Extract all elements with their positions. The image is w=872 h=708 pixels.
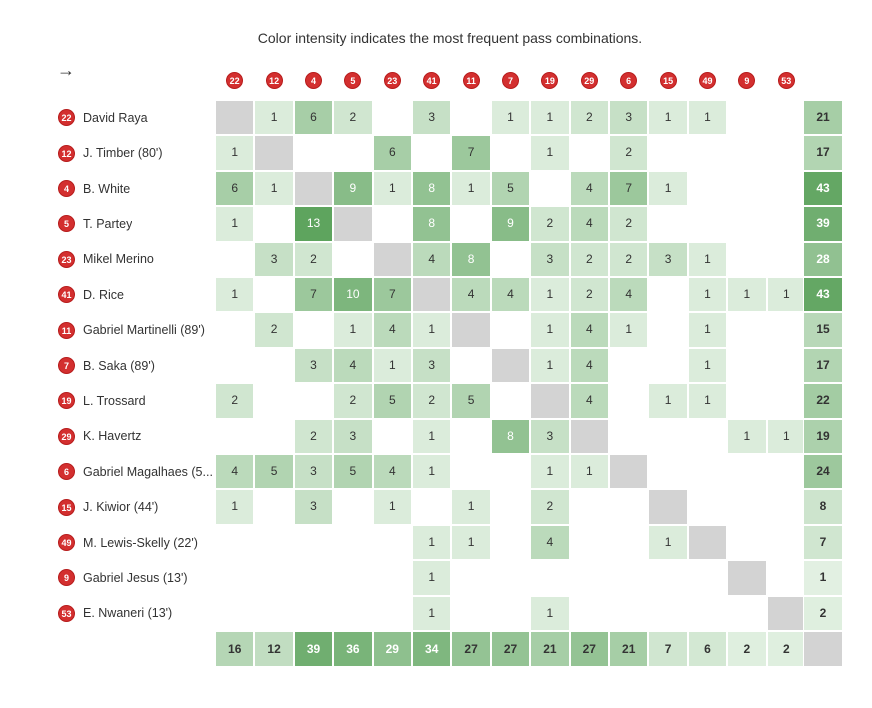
column-total-cell: 21 [530, 631, 569, 667]
heatmap-cell: 1 [570, 454, 609, 489]
row-badge-53: 53 [58, 605, 75, 622]
column-badge-9: 9 [738, 72, 755, 89]
heatmap-cell: 1 [412, 419, 451, 454]
heatmap-cell: 1 [254, 100, 293, 135]
heatmap-cell: 1 [530, 135, 569, 170]
heatmap-cell: 1 [530, 596, 569, 631]
column-badge-11: 11 [463, 72, 480, 89]
heatmap-cell: 3 [294, 454, 333, 489]
heatmap-cell: 4 [609, 277, 648, 312]
row-total-cell: 24 [803, 454, 843, 489]
heatmap-cell: 1 [215, 489, 254, 524]
heatmap-cell: 2 [609, 135, 648, 170]
heatmap-cell: 2 [530, 206, 569, 241]
row-label-53 [58, 602, 172, 624]
heatmap-cell: 4 [333, 348, 372, 383]
heatmap-cell: 4 [215, 454, 254, 489]
row-badge-12: 12 [58, 145, 75, 162]
row-total-cell: 1 [803, 560, 843, 595]
heatmap-cell: 1 [333, 312, 372, 347]
heatmap-cell: 1 [648, 171, 687, 206]
player-name: Gabriel Jesus (13') [83, 570, 188, 585]
column-badge-12: 12 [266, 72, 283, 89]
diagonal-cell [215, 100, 254, 135]
row-total-cell: 22 [803, 383, 843, 418]
heatmap-cell: 3 [609, 100, 648, 135]
player-name: T. Partey [83, 216, 133, 231]
column-total-cell: 29 [373, 631, 412, 667]
column-badge-4: 4 [305, 72, 322, 89]
heatmap-cell: 8 [412, 171, 451, 206]
heatmap-cell: 1 [727, 277, 766, 312]
heatmap-cell: 1 [530, 312, 569, 347]
column-badge-5: 5 [344, 72, 361, 89]
heatmap-cell: 4 [451, 277, 490, 312]
diagonal-cell [727, 560, 766, 595]
column-total-cell: 6 [688, 631, 727, 667]
row-label-49 [58, 532, 198, 554]
heatmap-cell: 1 [530, 454, 569, 489]
row-badge-11: 11 [58, 322, 75, 339]
column-badge-53: 53 [778, 72, 795, 89]
heatmap-cell: 2 [412, 383, 451, 418]
heatmap-cell: 1 [688, 277, 727, 312]
column-total-cell: 21 [609, 631, 648, 667]
heatmap-cell: 9 [491, 206, 530, 241]
heatmap-cell: 5 [451, 383, 490, 418]
heatmap-cell: 6 [215, 171, 254, 206]
row-label-4 [58, 178, 130, 200]
heatmap-cell: 1 [373, 348, 412, 383]
heatmap-cell: 7 [609, 171, 648, 206]
row-badge-29: 29 [58, 428, 75, 445]
row-total-cell: 17 [803, 135, 843, 170]
column-total-cell: 7 [648, 631, 687, 667]
heatmap-cell: 1 [648, 383, 687, 418]
player-name: B. White [83, 181, 131, 196]
row-total-cell: 28 [803, 242, 843, 277]
column-total-cell: 16 [215, 631, 254, 667]
heatmap-cell: 2 [609, 242, 648, 277]
heatmap-cell: 5 [254, 454, 293, 489]
column-badge-23: 23 [384, 72, 401, 89]
row-badge-15: 15 [58, 499, 75, 516]
heatmap-cell: 8 [451, 242, 490, 277]
row-total-cell: 19 [803, 419, 843, 454]
heatmap-cell: 5 [373, 383, 412, 418]
heatmap-cell: 2 [570, 100, 609, 135]
column-total-cell: 27 [491, 631, 530, 667]
column-total-cell: 36 [333, 631, 372, 667]
heatmap-cell: 4 [491, 277, 530, 312]
row-badge-23: 23 [58, 251, 75, 268]
heatmap-cell: 7 [373, 277, 412, 312]
heatmap-cell: 1 [609, 312, 648, 347]
row-total-cell: 2 [803, 596, 843, 631]
heatmap-cell: 3 [294, 348, 333, 383]
row-total-cell: 39 [803, 206, 843, 241]
heatmap-cell: 2 [294, 242, 333, 277]
column-total-cell: 27 [570, 631, 609, 667]
player-name: Gabriel Martinelli (89') [83, 323, 205, 338]
heatmap-cell: 3 [412, 348, 451, 383]
column-total-cell: 2 [727, 631, 766, 667]
row-label-19 [58, 390, 146, 412]
heatmap-cell: 4 [412, 242, 451, 277]
totals-corner-cell [803, 631, 843, 667]
row-total-cell: 43 [803, 171, 843, 206]
heatmap-cell: 10 [333, 277, 372, 312]
row-total-cell: 8 [803, 489, 843, 524]
heatmap-cell: 1 [648, 525, 687, 560]
diagonal-cell [570, 419, 609, 454]
heatmap-cell: 3 [294, 489, 333, 524]
heatmap-cell: 2 [609, 206, 648, 241]
heatmap-cell: 8 [412, 206, 451, 241]
row-badge-19: 19 [58, 392, 75, 409]
row-total-cell: 17 [803, 348, 843, 383]
heatmap-cell: 7 [451, 135, 490, 170]
heatmap-cell: 1 [688, 312, 727, 347]
row-badge-9: 9 [58, 569, 75, 586]
heatmap-cell: 1 [688, 348, 727, 383]
heatmap-cell: 4 [570, 312, 609, 347]
row-label-6 [58, 461, 213, 483]
heatmap-cell: 1 [648, 100, 687, 135]
row-label-22 [58, 107, 148, 129]
row-badge-5: 5 [58, 215, 75, 232]
column-badge-22: 22 [226, 72, 243, 89]
heatmap-cell: 4 [530, 525, 569, 560]
row-badge-6: 6 [58, 463, 75, 480]
heatmap-cell: 1 [767, 277, 806, 312]
row-label-11 [58, 319, 205, 341]
heatmap-cell: 3 [648, 242, 687, 277]
heatmap-cell: 1 [530, 277, 569, 312]
heatmap-cell: 1 [373, 489, 412, 524]
heatmap-cell: 1 [530, 348, 569, 383]
diagonal-cell [333, 206, 372, 241]
row-total-cell: 7 [803, 525, 843, 560]
diagonal-cell [294, 171, 333, 206]
heatmap-cell: 1 [215, 277, 254, 312]
heatmap-cell: 2 [570, 242, 609, 277]
heatmap-cell: 9 [333, 171, 372, 206]
heatmap-cell: 13 [294, 206, 333, 241]
heatmap-cell: 1 [412, 560, 451, 595]
diagonal-cell [491, 348, 530, 383]
player-name: David Raya [83, 110, 148, 125]
heatmap-cell: 2 [333, 383, 372, 418]
diagonal-cell [767, 596, 806, 631]
heatmap-cell: 3 [333, 419, 372, 454]
heatmap-cell: 1 [215, 135, 254, 170]
heatmap-cell: 1 [254, 171, 293, 206]
player-name: D. Rice [83, 287, 124, 302]
row-label-5 [58, 213, 132, 235]
heatmap-cell: 1 [688, 100, 727, 135]
column-badge-41: 41 [423, 72, 440, 89]
column-badge-6: 6 [620, 72, 637, 89]
player-name: M. Lewis-Skelly (22') [83, 535, 198, 550]
chart-caption: Color intensity indicates the most frequent pass combinations. [257, 30, 643, 46]
column-total-cell: 27 [451, 631, 490, 667]
row-badge-7: 7 [58, 357, 75, 374]
heatmap-cell: 4 [570, 206, 609, 241]
diagonal-cell [254, 135, 293, 170]
row-total-cell: 15 [803, 312, 843, 347]
heatmap-cell: 1 [451, 171, 490, 206]
heatmap-cell: 4 [570, 171, 609, 206]
heatmap-cell: 2 [215, 383, 254, 418]
row-label-29 [58, 425, 141, 447]
diagonal-cell [609, 454, 648, 489]
player-name: J. Timber (80') [83, 146, 163, 161]
column-badge-15: 15 [660, 72, 677, 89]
diagonal-cell [530, 383, 569, 418]
heatmap-cell: 1 [412, 312, 451, 347]
row-total-cell: 21 [803, 100, 843, 135]
row-label-7 [58, 355, 155, 377]
heatmap-cell: 1 [215, 206, 254, 241]
column-total-cell: 34 [412, 631, 451, 667]
row-badge-49: 49 [58, 534, 75, 551]
heatmap-cell: 6 [373, 135, 412, 170]
heatmap-cell: 1 [412, 454, 451, 489]
heatmap-cell: 1 [530, 100, 569, 135]
heatmap-cell: 1 [727, 419, 766, 454]
heatmap-cell: 1 [451, 489, 490, 524]
heatmap-cell: 3 [254, 242, 293, 277]
heatmap-cell: 1 [688, 383, 727, 418]
arrow-icon: → [57, 60, 75, 80]
heatmap-cell: 1 [373, 171, 412, 206]
row-label-41 [58, 284, 124, 306]
heatmap-cell: 1 [491, 100, 530, 135]
row-badge-41: 41 [58, 286, 75, 303]
heatmap-cell: 4 [373, 454, 412, 489]
player-name: K. Havertz [83, 429, 142, 444]
heatmap-cell: 2 [570, 277, 609, 312]
diagonal-cell [648, 489, 687, 524]
player-name: J. Kiwior (44') [83, 500, 159, 515]
heatmap-cell: 5 [491, 171, 530, 206]
heatmap-cell: 4 [373, 312, 412, 347]
heatmap-cell: 5 [333, 454, 372, 489]
row-label-23 [58, 248, 154, 270]
column-badge-7: 7 [502, 72, 519, 89]
heatmap-cell: 2 [294, 419, 333, 454]
heatmap-cell: 4 [570, 383, 609, 418]
column-total-cell: 2 [767, 631, 806, 667]
player-name: B. Saka (89') [83, 358, 155, 373]
player-name: L. Trossard [83, 393, 146, 408]
heatmap-cell: 3 [530, 242, 569, 277]
heatmap-cell: 8 [491, 419, 530, 454]
heatmap-cell: 3 [412, 100, 451, 135]
heatmap-cell: 6 [294, 100, 333, 135]
diagonal-cell [412, 277, 451, 312]
column-badge-49: 49 [699, 72, 716, 89]
column-total-cell: 12 [254, 631, 293, 667]
row-label-15 [58, 496, 158, 518]
heatmap-cell: 2 [254, 312, 293, 347]
column-badge-29: 29 [581, 72, 598, 89]
heatmap-cell: 1 [412, 596, 451, 631]
heatmap-cell: 4 [570, 348, 609, 383]
row-label-12 [58, 142, 163, 164]
diagonal-cell [451, 312, 490, 347]
diagonal-cell [688, 525, 727, 560]
heatmap-cell: 1 [767, 419, 806, 454]
column-total-cell: 39 [294, 631, 333, 667]
heatmap-cell: 1 [412, 525, 451, 560]
heatmap-cell: 1 [688, 242, 727, 277]
player-name: Gabriel Magalhaes (5... [83, 464, 213, 479]
row-badge-4: 4 [58, 180, 75, 197]
heatmap-cell: 7 [294, 277, 333, 312]
heatmap-cell: 2 [333, 100, 372, 135]
diagonal-cell [373, 242, 412, 277]
row-badge-22: 22 [58, 109, 75, 126]
row-total-cell: 43 [803, 277, 843, 312]
heatmap-cell: 3 [530, 419, 569, 454]
player-name: Mikel Merino [83, 252, 154, 267]
heatmap-cell: 2 [530, 489, 569, 524]
column-badge-19: 19 [541, 72, 558, 89]
heatmap-cell: 1 [451, 525, 490, 560]
player-name: E. Nwaneri (13') [83, 606, 173, 621]
row-label-9 [58, 567, 188, 589]
